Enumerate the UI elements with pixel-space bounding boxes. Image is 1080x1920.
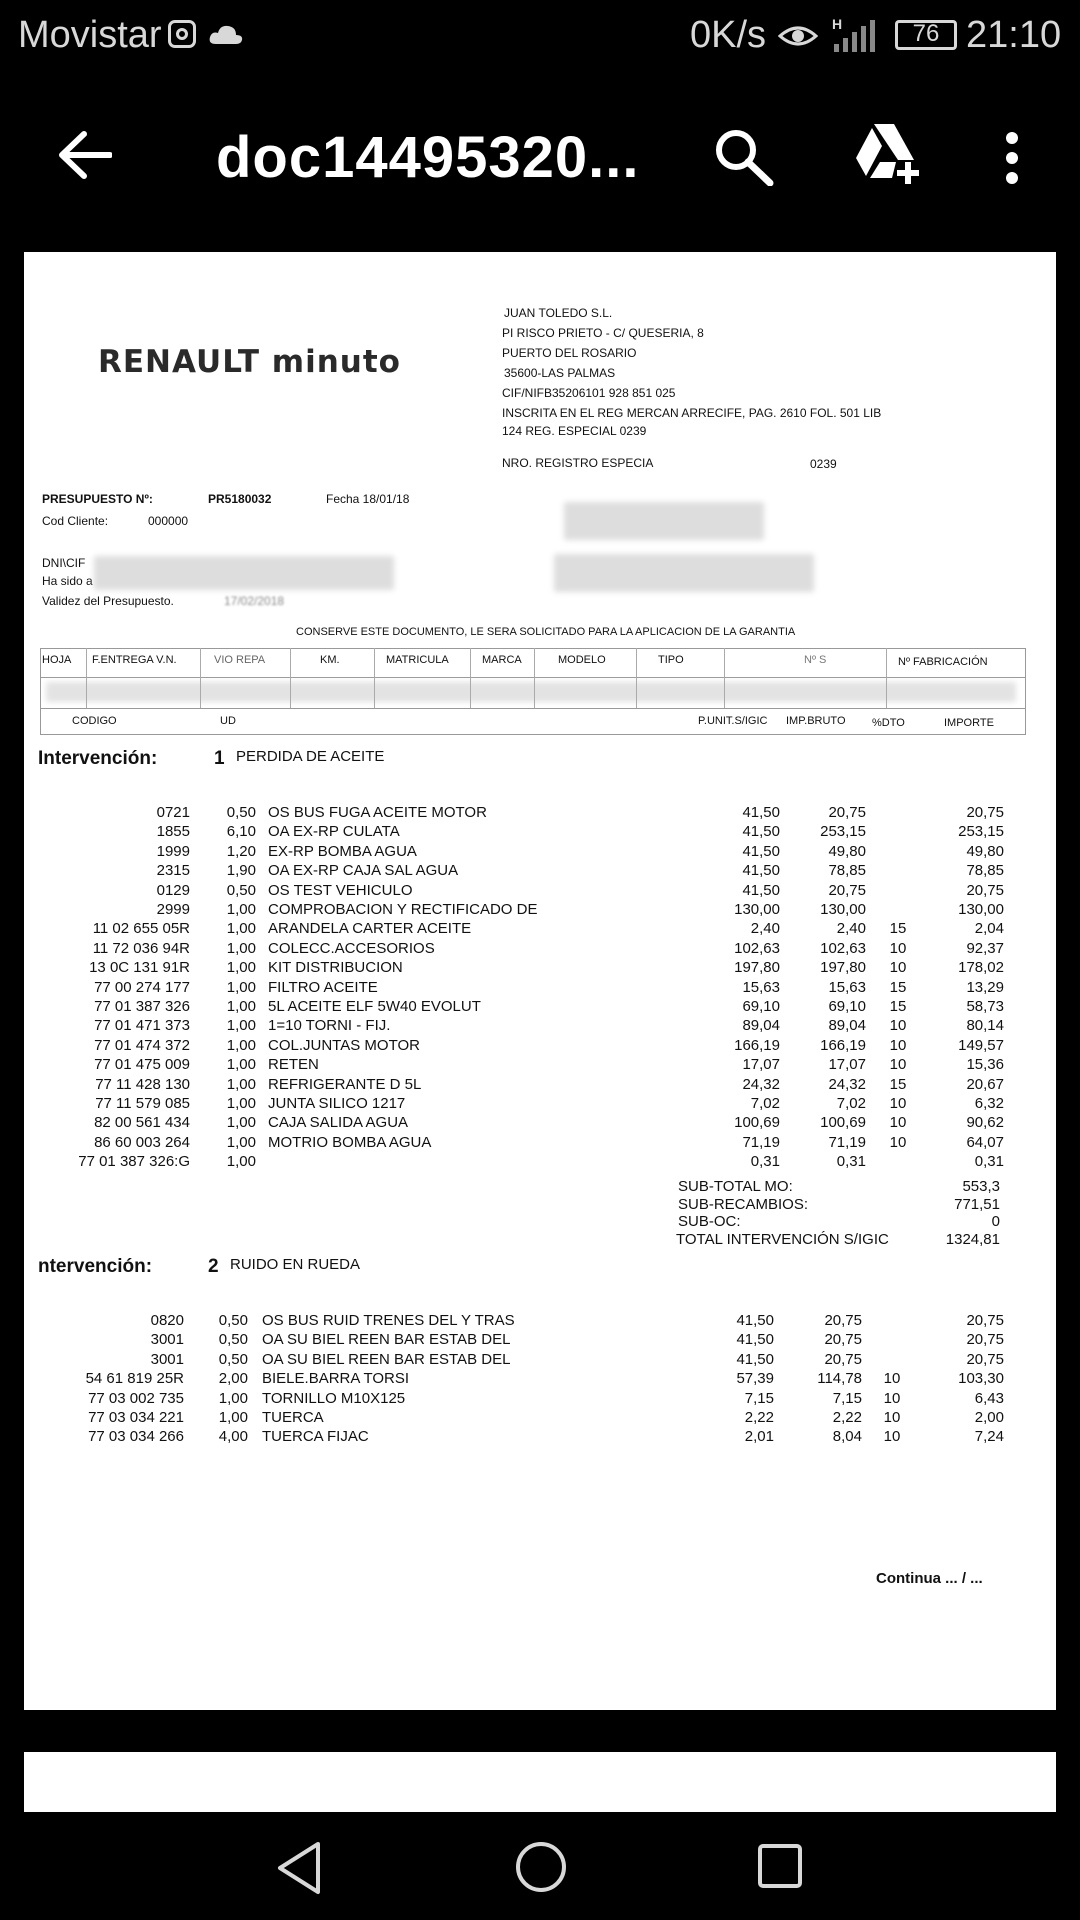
intervention-title: PERDIDA DE ACEITE [236,748,385,765]
line-ud: 1,00 [218,1389,248,1407]
col-dto: %DTO [872,717,905,729]
line-ud: 1,00 [226,1133,256,1151]
line-desc: OS BUS FUGA ACEITE MOTOR [268,804,487,821]
line-code: 3001 [150,1350,184,1368]
line-ud: 1,00 [226,978,256,996]
intervention-label: Intervención: [38,748,158,769]
line-imp: 253,15 [820,823,866,841]
line-imp: 69,10 [828,998,866,1015]
line-ud: 1,00 [226,1036,256,1054]
line-code: 82 00 561 434 [94,1114,190,1132]
line-code: 1855 [156,823,190,841]
line-desc: COL.JUNTAS MOTOR [268,1036,420,1054]
line-code: 11 02 655 05R [92,920,190,938]
nav-home-icon[interactable] [514,1840,568,1894]
presupuesto-number: PR5180032 [208,492,272,506]
col-fentrega: F.ENTREGA V.N. [92,654,177,666]
line-imp: 89,04 [828,1017,866,1035]
line-ud: 1,90 [226,862,256,880]
line-desc: COMPROBACION Y RECTIFICADO DE [268,901,538,918]
line-dto: 10 [883,1409,901,1426]
line-ud: 1,00 [226,939,256,957]
nav-back-icon[interactable] [274,1840,324,1896]
line-pu: 102,63 [734,939,780,957]
line-code: 11 72 036 94R [92,939,190,957]
line-ud: 1,00 [226,1075,256,1093]
line-imp: 2,40 [836,920,866,938]
col-matricula: MATRICULA [386,654,449,666]
line-dto: 15 [889,1075,907,1093]
intervention-number: 1 [214,748,225,769]
line-pu: 89,04 [742,1017,780,1035]
col-ud: UD [220,715,236,727]
vehicle-header-row [40,648,1026,678]
company-registry-1: INSCRITA EN EL REG MERCAN ARRECIFE, PAG. 2610 FOL. 501 LIB [502,406,882,420]
line-ud: 2,00 [218,1370,248,1388]
line-pu: 71,19 [742,1133,780,1151]
line-pu: 7,15 [744,1389,774,1407]
line-code: 77 01 475 009 [94,1056,190,1074]
next-page-preview[interactable] [24,1752,1056,1812]
line-pu: 57,39 [736,1370,774,1388]
total-value: 771,51 [954,1195,1000,1213]
search-icon[interactable] [714,128,774,186]
line-pu: 2,40 [750,920,780,938]
line-total: 7,24 [974,1428,1004,1446]
col-codigo: CODIGO [72,715,117,727]
redacted-block [94,556,394,590]
cod-cliente: 000000 [148,514,189,528]
line-imp: 114,78 [817,1370,862,1388]
line-dto: 10 [889,959,907,977]
line-ud: 0,50 [218,1331,248,1349]
line-total: 103,30 [958,1370,1004,1388]
col-marca: MARCA [482,654,522,666]
line-code: 77 11 428 130 [95,1075,190,1093]
line-pu: 197,80 [734,959,780,977]
line-imp: 7,02 [836,1095,866,1112]
line-pu: 41,50 [742,842,780,860]
total-label: SUB-TOTAL MO: [678,1178,793,1195]
line-dto: 10 [889,1017,907,1035]
validez-label: Validez del Presupuesto. [42,594,174,608]
line-ud: 1,00 [226,1153,256,1171]
company-registry-2: 124 REG. ESPECIAL 0239 [502,424,647,438]
line-code: 0820 [150,1312,184,1329]
more-options-icon[interactable] [1000,130,1024,186]
intervention-title: RUIDO EN RUEDA [230,1256,361,1273]
line-pu: 2,22 [744,1409,774,1426]
col-importe: IMPORTE [944,717,994,729]
line-desc: TUERCA [262,1409,324,1426]
dni-label: DNI\CIF [42,556,86,570]
line-imp: 15,63 [828,978,866,996]
line-total: 20,67 [966,1075,1004,1093]
line-total: 20,75 [966,1331,1004,1349]
line-desc: REFRIGERANTE D 5L [268,1075,422,1093]
presupuesto-label: PRESUPUESTO Nº: [42,492,153,506]
company-zip: 35600-LAS PALMAS [504,366,616,380]
network-speed: 0K/s [690,14,767,56]
line-pu: 41,50 [736,1331,774,1349]
line-dto: 10 [883,1428,901,1446]
line-dto: 10 [883,1370,901,1388]
line-dto: 15 [889,978,907,996]
line-imp: 100,69 [820,1114,866,1132]
registro-number: 0239 [810,457,837,471]
line-pu: 41,50 [736,1312,774,1329]
line-code: 2315 [156,862,190,880]
line-pu: 41,50 [742,862,780,880]
line-code: 77 01 471 373 [94,1017,190,1035]
line-ud: 0,50 [226,881,256,899]
signal-icon [830,18,882,54]
line-total: 20,75 [966,804,1004,821]
line-ud: 0,50 [226,804,256,821]
line-ud: 4,00 [218,1428,248,1446]
col-nserie: Nº S [804,654,827,666]
line-desc: OA EX-RP CULATA [268,823,400,841]
line-desc: ARANDELA CARTER ACEITE [268,920,472,938]
line-ud: 1,00 [226,1095,256,1112]
line-desc: OA SU BIEL REEN BAR ESTAB DEL [262,1350,511,1368]
line-ud: 1,00 [226,1017,256,1035]
line-ud: 0,50 [218,1312,248,1329]
line-total: 49,80 [966,842,1004,860]
line-desc: CAJA SALIDA AGUA [268,1114,409,1132]
line-dto: 10 [889,1095,907,1112]
line-imp: 17,07 [828,1056,866,1074]
line-dto: 15 [889,998,907,1015]
line-desc: OA SU BIEL REEN BAR ESTAB DEL [262,1331,511,1349]
line-ud: 1,00 [226,920,256,938]
line-desc: EX-RP BOMBA AGUA [268,842,417,860]
total-value: 553,3 [962,1178,1000,1195]
col-fabricacion: Nº FABRICACIÓN [898,656,988,668]
line-pu: 7,02 [750,1095,780,1112]
continua-label: Continua ... / ... [876,1570,983,1587]
line-imp: 197,80 [820,959,866,977]
line-imp: 20,75 [824,1331,862,1349]
redacted-block [564,502,764,540]
line-code: 77 01 387 326 [94,998,190,1015]
line-desc: TUERCA FIJAC [262,1428,369,1446]
line-code: 0721 [156,804,190,821]
col-hoja: HOJA [42,654,72,666]
line-total: 6,43 [974,1389,1004,1407]
validez-date: 17/02/2018 [224,594,285,608]
line-pu: 41,50 [742,804,780,821]
line-imp: 102,63 [820,939,866,957]
nav-recents-icon[interactable] [756,1842,804,1890]
line-imp: 20,75 [824,1312,862,1329]
line-imp: 24,32 [828,1075,866,1093]
total-value: 1324,81 [945,1230,1000,1248]
carrier-label: Movistar [18,14,162,56]
line-total: 13,29 [966,978,1004,996]
line-code: 77 03 034 221 [88,1409,184,1426]
total-value: 0 [991,1213,1000,1230]
line-total: 20,75 [966,881,1004,899]
line-code: 1999 [156,842,190,860]
col-punit: P.UNIT.S/IGIC [698,715,768,727]
line-code: 77 00 274 177 [94,978,190,996]
line-pu: 17,07 [742,1056,780,1074]
line-code: 3001 [150,1331,184,1349]
col-modelo: MODELO [558,654,606,666]
line-total: 78,85 [966,862,1004,880]
line-ud: 1,00 [226,1056,256,1074]
company-address: PI RISCO PRIETO - C/ QUESERIA, 8 [502,326,704,340]
line-dto: 10 [889,1133,907,1151]
line-ud: 1,00 [226,998,256,1015]
cloud-icon [208,22,244,46]
line-code: 77 01 474 372 [94,1036,190,1054]
line-ud: 1,00 [226,959,256,977]
line-desc: OS BUS RUID TRENES DEL Y TRAS [262,1312,515,1329]
renault-minuto-logo: RENAULT minuto [98,344,401,380]
line-code: 2999 [156,901,190,918]
line-code: 86 60 003 264 [94,1133,190,1151]
line-total: 6,32 [974,1095,1004,1112]
eye-icon [778,20,818,52]
col-imp-bruto: IMP.BRUTO [786,715,846,727]
line-dto: 10 [883,1389,901,1407]
line-desc: FILTRO ACEITE [268,978,378,996]
clock: 21:10 [966,14,1062,56]
line-imp: 7,15 [832,1389,862,1407]
line-total: 92,37 [966,939,1004,957]
line-code: 54 61 819 25R [85,1370,184,1388]
line-code: 13 0C 131 91R [89,959,190,977]
line-total: 0,31 [974,1153,1004,1171]
line-desc: MOTRIO BOMBA AGUA [268,1133,432,1151]
total-label: SUB-OC: [678,1213,741,1230]
line-dto: 10 [889,1056,907,1074]
line-pu: 2,01 [744,1428,774,1446]
document-page[interactable] [24,252,1056,1710]
line-dto: 10 [889,1036,907,1054]
col-vio-repa: VIO REPA [214,654,266,666]
line-dto: 15 [889,920,907,938]
line-total: 80,14 [966,1017,1004,1035]
line-pu: 130,00 [734,901,780,918]
line-pu: 69,10 [742,998,780,1015]
line-desc: COLECC.ACCESORIOS [268,939,435,957]
line-dto: 10 [889,939,907,957]
line-desc: OS TEST VEHICULO [268,881,413,899]
line-desc: JUNTA SILICO 1217 [268,1095,406,1112]
line-pu: 24,32 [742,1075,780,1093]
intervention-label: ntervención: [38,1256,153,1277]
line-ud: 0,50 [218,1350,248,1368]
line-desc: 1=10 TORNI - FIJ. [268,1017,391,1035]
col-tipo: TIPO [658,654,684,666]
drive-add-icon[interactable] [852,120,922,186]
company-cif: CIF/NIFB35206101 928 851 025 [502,386,676,400]
line-pu: 41,50 [742,823,780,841]
line-imp: 20,75 [828,804,866,821]
line-total: 90,62 [966,1114,1004,1132]
line-total: 130,00 [958,901,1004,918]
line-pu: 41,50 [742,881,780,899]
line-code: 77 01 387 326:G [78,1153,190,1171]
line-ud: 1,00 [226,901,256,918]
line-imp: 166,19 [820,1036,866,1054]
line-dto: 10 [889,1114,907,1132]
line-total: 2,00 [974,1409,1004,1426]
line-desc: 5L ACEITE ELF 5W40 EVOLUT [268,998,481,1015]
total-label: TOTAL INTERVENCIÓN S/IGIC [676,1230,889,1248]
line-desc: BIELE.BARRA TORSI [262,1370,410,1388]
line-ud: 6,10 [226,823,256,841]
ha-sido-label: Ha sido a [42,574,93,588]
garantia-notice: CONSERVE ESTE DOCUMENTO, LE SERA SOLICITADO PARA LA APLICACION DE LA GARANTIA [296,626,796,638]
back-arrow-icon[interactable] [58,130,112,180]
battery-level: 76 [912,20,940,47]
line-total: 2,04 [974,920,1004,938]
line-desc: TORNILLO M10X125 [262,1389,406,1407]
line-ud: 1,20 [226,842,256,860]
line-imp: 20,75 [824,1350,862,1368]
line-code: 77 11 579 085 [95,1095,190,1112]
line-imp: 20,75 [828,881,866,899]
registro-label: NRO. REGISTRO ESPECIA [502,456,654,470]
line-total: 58,73 [966,998,1004,1015]
line-pu: 100,69 [734,1114,780,1132]
line-desc: RETEN [268,1056,319,1074]
fecha: Fecha 18/01/18 [326,492,410,506]
line-ud: 1,00 [226,1114,256,1132]
line-total: 20,75 [966,1350,1004,1368]
company-city: PUERTO DEL ROSARIO [502,346,637,360]
company-name: JUAN TOLEDO S.L. [504,306,613,320]
line-total: 178,02 [958,959,1004,977]
line-imp: 0,31 [836,1153,866,1171]
line-pu: 15,63 [742,978,780,996]
document-title: doc14495320... [216,125,640,190]
cod-cliente-label: Cod Cliente: [42,514,109,528]
line-desc: KIT DISTRIBUCION [268,959,403,977]
instagram-icon [168,20,196,48]
battery-icon [895,20,957,50]
line-imp: 130,00 [820,901,866,918]
line-imp: 78,85 [828,862,866,880]
redacted-block [554,554,814,592]
line-pu: 0,31 [750,1153,780,1171]
line-ud: 1,00 [218,1409,248,1426]
line-imp: 71,19 [828,1133,866,1151]
line-code: 0129 [156,881,190,899]
line-total: 253,15 [958,823,1004,841]
line-imp: 2,22 [832,1409,862,1426]
intervention-number: 2 [208,1256,219,1277]
line-total: 20,75 [966,1312,1004,1329]
line-pu: 166,19 [734,1036,780,1054]
line-desc: OA EX-RP CAJA SAL AGUA [268,862,459,880]
line-total: 15,36 [966,1056,1004,1074]
redacted-vehicle-data [46,682,1016,702]
network-type: H [832,16,843,32]
line-total: 64,07 [966,1133,1004,1151]
total-label: SUB-RECAMBIOS: [678,1195,809,1213]
line-imp: 49,80 [828,842,866,860]
col-km: KM. [320,654,340,666]
line-code: 77 03 034 266 [88,1428,184,1446]
line-code: 77 03 002 735 [88,1389,184,1407]
line-total: 149,57 [958,1036,1004,1054]
line-imp: 8,04 [832,1428,862,1446]
line-pu: 41,50 [736,1350,774,1368]
